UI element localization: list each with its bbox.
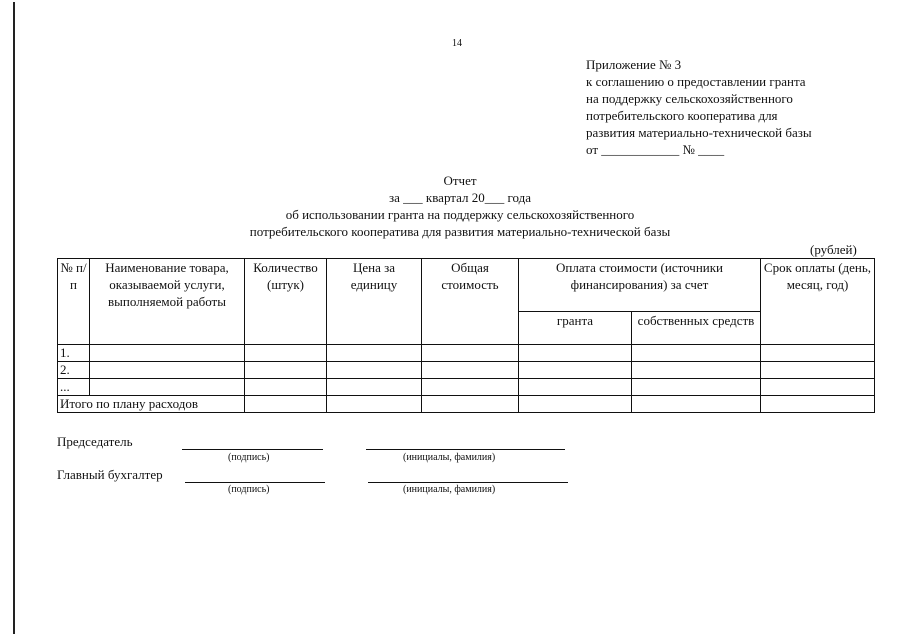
header-price: Цена за единицу	[327, 259, 422, 345]
units-label: (рублей)	[810, 242, 857, 257]
page-number: 14	[452, 38, 462, 49]
chairman-label: Председатель	[57, 434, 133, 449]
chairman-name-line	[366, 449, 565, 450]
table-header-row	[58, 259, 875, 312]
header-num: № п/п	[58, 259, 90, 345]
appendix-line: потребительского кооператива для	[586, 108, 778, 123]
table-cell	[761, 362, 875, 379]
appendix-date-number-line: от ____________ № ____	[586, 142, 725, 157]
table-cell	[422, 362, 519, 379]
table-cell	[245, 362, 327, 379]
table-cell	[422, 379, 519, 396]
table-row	[58, 362, 875, 379]
table-cell	[632, 345, 761, 362]
chairman-name-caption: (инициалы, фамилия)	[403, 452, 496, 463]
report-table	[57, 258, 875, 413]
accountant-signature-line	[185, 482, 325, 483]
total-label: Итого по плану расходов	[58, 396, 245, 413]
table-cell	[761, 396, 875, 413]
header-payment-sources: Оплата стоимости (источники финансирования) за счет	[519, 259, 761, 312]
appendix-block	[586, 56, 812, 158]
row-number: 1.	[58, 345, 90, 362]
table-cell	[632, 379, 761, 396]
table-row	[58, 379, 875, 396]
header-name: Наименование товара, оказываемой услуги, выполняемой работы	[90, 259, 245, 345]
table-cell	[519, 396, 632, 413]
report-period: за ___ квартал 20___ года	[388, 190, 532, 205]
row-number: ...	[58, 379, 90, 396]
report-heading	[150, 172, 770, 240]
table-row	[58, 345, 875, 362]
chairman-signature-line	[182, 449, 323, 450]
appendix-line: развития материально-технической базы	[586, 125, 812, 140]
table-cell	[422, 345, 519, 362]
page-edge-line	[13, 2, 15, 634]
row-number: 2.	[58, 362, 90, 379]
header-quantity: Количество (штук)	[245, 259, 327, 345]
table-cell	[245, 345, 327, 362]
table-cell	[519, 379, 632, 396]
header-payment-term: Срок оплаты (день, месяц, год)	[761, 259, 875, 345]
table-cell	[90, 379, 245, 396]
header-total-cost: Общая стоимость	[422, 259, 519, 345]
table-cell	[327, 345, 422, 362]
table-cell	[245, 396, 327, 413]
appendix-line: к соглашению о предоставлении гранта	[586, 74, 806, 89]
table-cell	[327, 379, 422, 396]
header-own-funds: собственных средств	[632, 312, 761, 345]
header-grant: гранта	[519, 312, 632, 345]
appendix-line: Приложение № 3	[586, 57, 682, 72]
accountant-name-line	[368, 482, 568, 483]
report-subject-line: потребительского кооператива для развития материально-технической базы	[249, 224, 671, 239]
accountant-signature-caption: (подпись)	[228, 484, 270, 495]
table-cell	[519, 345, 632, 362]
accountant-name-caption: (инициалы, фамилия)	[403, 484, 496, 495]
appendix-line: на поддержку сельскохозяйственного	[586, 91, 793, 106]
table-cell	[327, 396, 422, 413]
table-cell	[761, 379, 875, 396]
report-title: Отчет	[443, 173, 477, 188]
signature-block	[57, 433, 617, 513]
report-subject-line: об использовании гранта на поддержку сельскохозяйственного	[285, 207, 635, 222]
table-cell	[90, 345, 245, 362]
table-cell	[422, 396, 519, 413]
table-cell	[761, 345, 875, 362]
accountant-label: Главный бухгалтер	[57, 467, 163, 482]
table-total-row	[58, 396, 875, 413]
table-cell	[327, 362, 422, 379]
table-cell	[245, 379, 327, 396]
chairman-signature-caption: (подпись)	[228, 452, 270, 463]
table-cell	[90, 362, 245, 379]
table-cell	[519, 362, 632, 379]
table-cell	[632, 396, 761, 413]
table-cell	[632, 362, 761, 379]
